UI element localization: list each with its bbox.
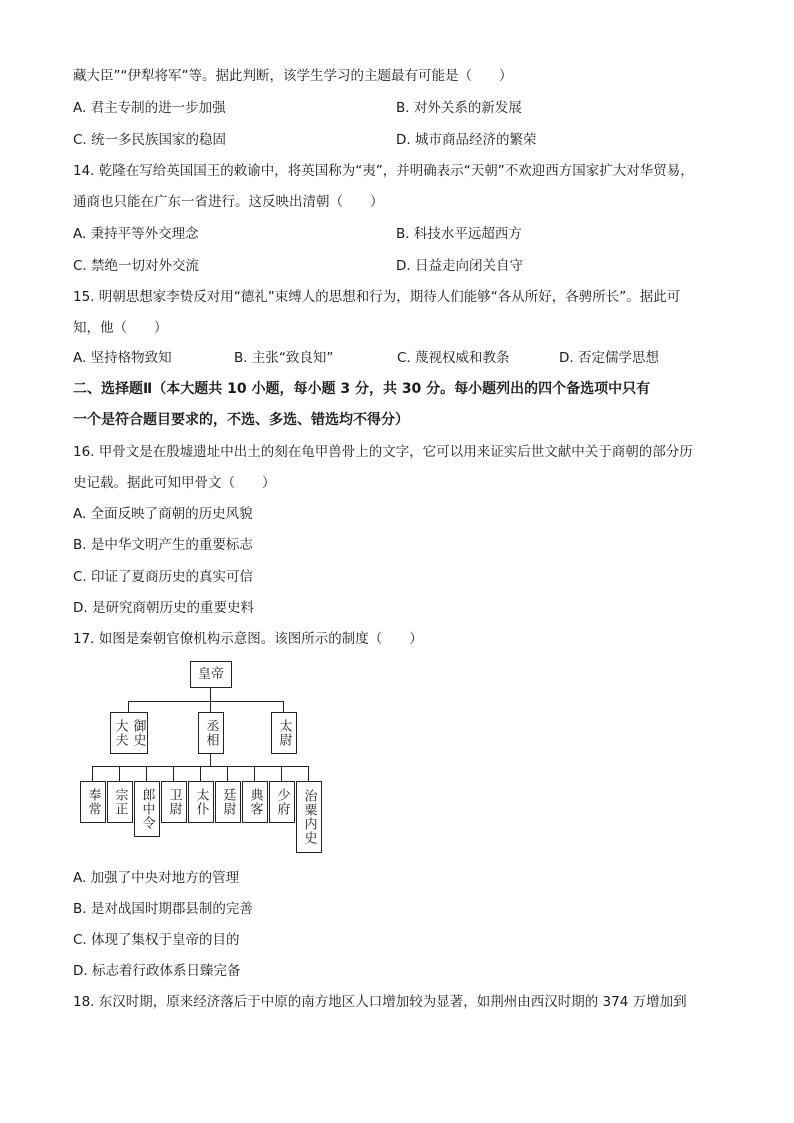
node-emperor xyxy=(190,661,232,688)
node-minister xyxy=(134,781,160,837)
node-minister-label: 卫尉 xyxy=(166,788,182,816)
node-minister-label: 治粟内史 xyxy=(301,789,317,845)
q14-option-b[interactable]: B. 科技水平远超西方 xyxy=(396,226,522,242)
node-minister xyxy=(296,781,322,853)
node-minister xyxy=(215,781,241,823)
q15-option-d[interactable]: D. 否定儒学思想 xyxy=(559,350,659,366)
node-chengxiang xyxy=(198,712,224,754)
node-minister-label: 奉常 xyxy=(85,788,101,816)
node-yushi-dafu xyxy=(110,712,148,754)
node-minister-label: 廷尉 xyxy=(220,788,236,816)
connector-line xyxy=(254,766,255,781)
q15-option-a[interactable]: A. 坚持格物致知 xyxy=(73,350,172,366)
connector-line xyxy=(200,766,201,781)
q17-option-d[interactable]: D. 标志着行政体系日臻完备 xyxy=(73,963,241,979)
node-dafu-label: 大夫 xyxy=(112,719,128,747)
section2-heading-line1: 二、选择题Ⅱ（本大题共 10 小题，每小题 3 分，共 30 分。每小题列出的四个备选项中只有 xyxy=(73,381,651,397)
node-minister-label: 太仆 xyxy=(193,788,209,816)
connector-line xyxy=(227,766,228,781)
section2-heading-line2: 一个是符合题目要求的，不选、多选、错选均不得分） xyxy=(73,412,409,428)
node-yushi-label: 御史 xyxy=(130,719,146,747)
connector-line xyxy=(210,687,211,701)
connector-line xyxy=(210,701,211,712)
connector-line xyxy=(128,701,129,712)
node-minister-label: 典客 xyxy=(247,788,263,816)
connector-line xyxy=(119,766,120,781)
q14-option-a[interactable]: A. 秉持平等外交理念 xyxy=(73,226,199,242)
q17-option-c[interactable]: C. 体现了集权于皇帝的目的 xyxy=(73,932,240,948)
node-taiwei-label: 太尉 xyxy=(276,719,292,747)
node-taiwei xyxy=(271,712,297,754)
node-minister xyxy=(80,781,106,823)
node-emperor-label: 皇帝 xyxy=(197,667,224,682)
q13-option-b[interactable]: B. 对外关系的新发展 xyxy=(396,100,522,116)
q15-option-b[interactable]: B. 主张“致良知” xyxy=(234,350,334,366)
node-minister xyxy=(161,781,187,823)
q16-option-c[interactable]: C. 印证了夏商历史的真实可信 xyxy=(73,569,254,585)
node-minister xyxy=(107,781,133,823)
node-minister-label: 少府 xyxy=(274,788,290,816)
q14-option-d[interactable]: D. 日益走向闭关自守 xyxy=(396,258,523,274)
node-minister-label: 宗正 xyxy=(112,788,128,816)
q15-stem-line1: 15. 明朝思想家李贽反对用“德礼”束缚人的思想和行为，期待人们能够“各从所好，各骋所长”。据此可 xyxy=(73,289,681,305)
connector-line xyxy=(210,753,211,766)
q13-stem-tail: 藏大臣”“伊犁将军”等。据此判断，该学生学习的主题最有可能是（ ） xyxy=(73,68,513,84)
q13-option-d[interactable]: D. 城市商品经济的繁荣 xyxy=(396,132,537,148)
q14-stem-line1: 14. 乾隆在写给英国国王的敕谕中，将英国称为“夷”，并明确表示“天朝”不欢迎西方国家扩大对华贸易， xyxy=(73,163,694,179)
connector-line xyxy=(146,766,147,781)
node-minister-label: 郎中令 xyxy=(139,788,155,830)
q14-stem-line2: 通商也只能在广东一省进行。这反映出清朝（ ） xyxy=(73,194,384,210)
q17-option-a[interactable]: A. 加强了中央对地方的管理 xyxy=(73,870,240,886)
connector-line xyxy=(308,766,309,781)
connector-line xyxy=(92,766,93,781)
q18-stem-line1: 18. 东汉时期，原来经济落后于中原的南方地区人口增加较为显著，如荆州由西汉时期的 374 万增加到 xyxy=(73,994,687,1010)
q15-option-c[interactable]: C. 蔑视权威和教条 xyxy=(397,350,510,366)
q17-option-b[interactable]: B. 是对战国时期郡县制的完善 xyxy=(73,901,253,917)
q15-stem-line2: 知，他（ ） xyxy=(73,320,168,336)
q16-option-b[interactable]: B. 是中华文明产生的重要标志 xyxy=(73,537,253,553)
q17-stem-line1: 17. 如图是秦朝官僚机构示意图。该图所示的制度（ ） xyxy=(73,631,423,647)
node-minister xyxy=(188,781,214,823)
q16-stem-line1: 16. 甲骨文是在殷墟遗址中出土的刻在龟甲兽骨上的文字，它可以用来证实后世文献中关于商朝的部分历 xyxy=(73,444,693,460)
connector-line xyxy=(283,701,284,712)
node-minister xyxy=(242,781,268,823)
q14-option-c[interactable]: C. 禁绝一切对外交流 xyxy=(73,258,200,274)
q16-option-a[interactable]: A. 全面反映了商朝的历史风貌 xyxy=(73,506,253,522)
q16-option-d[interactable]: D. 是研究商朝历史的重要史料 xyxy=(73,600,254,616)
connector-line xyxy=(173,766,174,781)
connector-line xyxy=(281,766,282,781)
connector-line xyxy=(128,701,283,702)
node-minister xyxy=(269,781,295,823)
q13-option-a[interactable]: A. 君主专制的进一步加强 xyxy=(73,100,226,116)
node-chengxiang-label: 丞相 xyxy=(203,719,219,747)
q16-stem-line2: 史记载。据此可知甲骨文（ ） xyxy=(73,475,276,491)
q13-option-c[interactable]: C. 统一多民族国家的稳固 xyxy=(73,132,227,148)
